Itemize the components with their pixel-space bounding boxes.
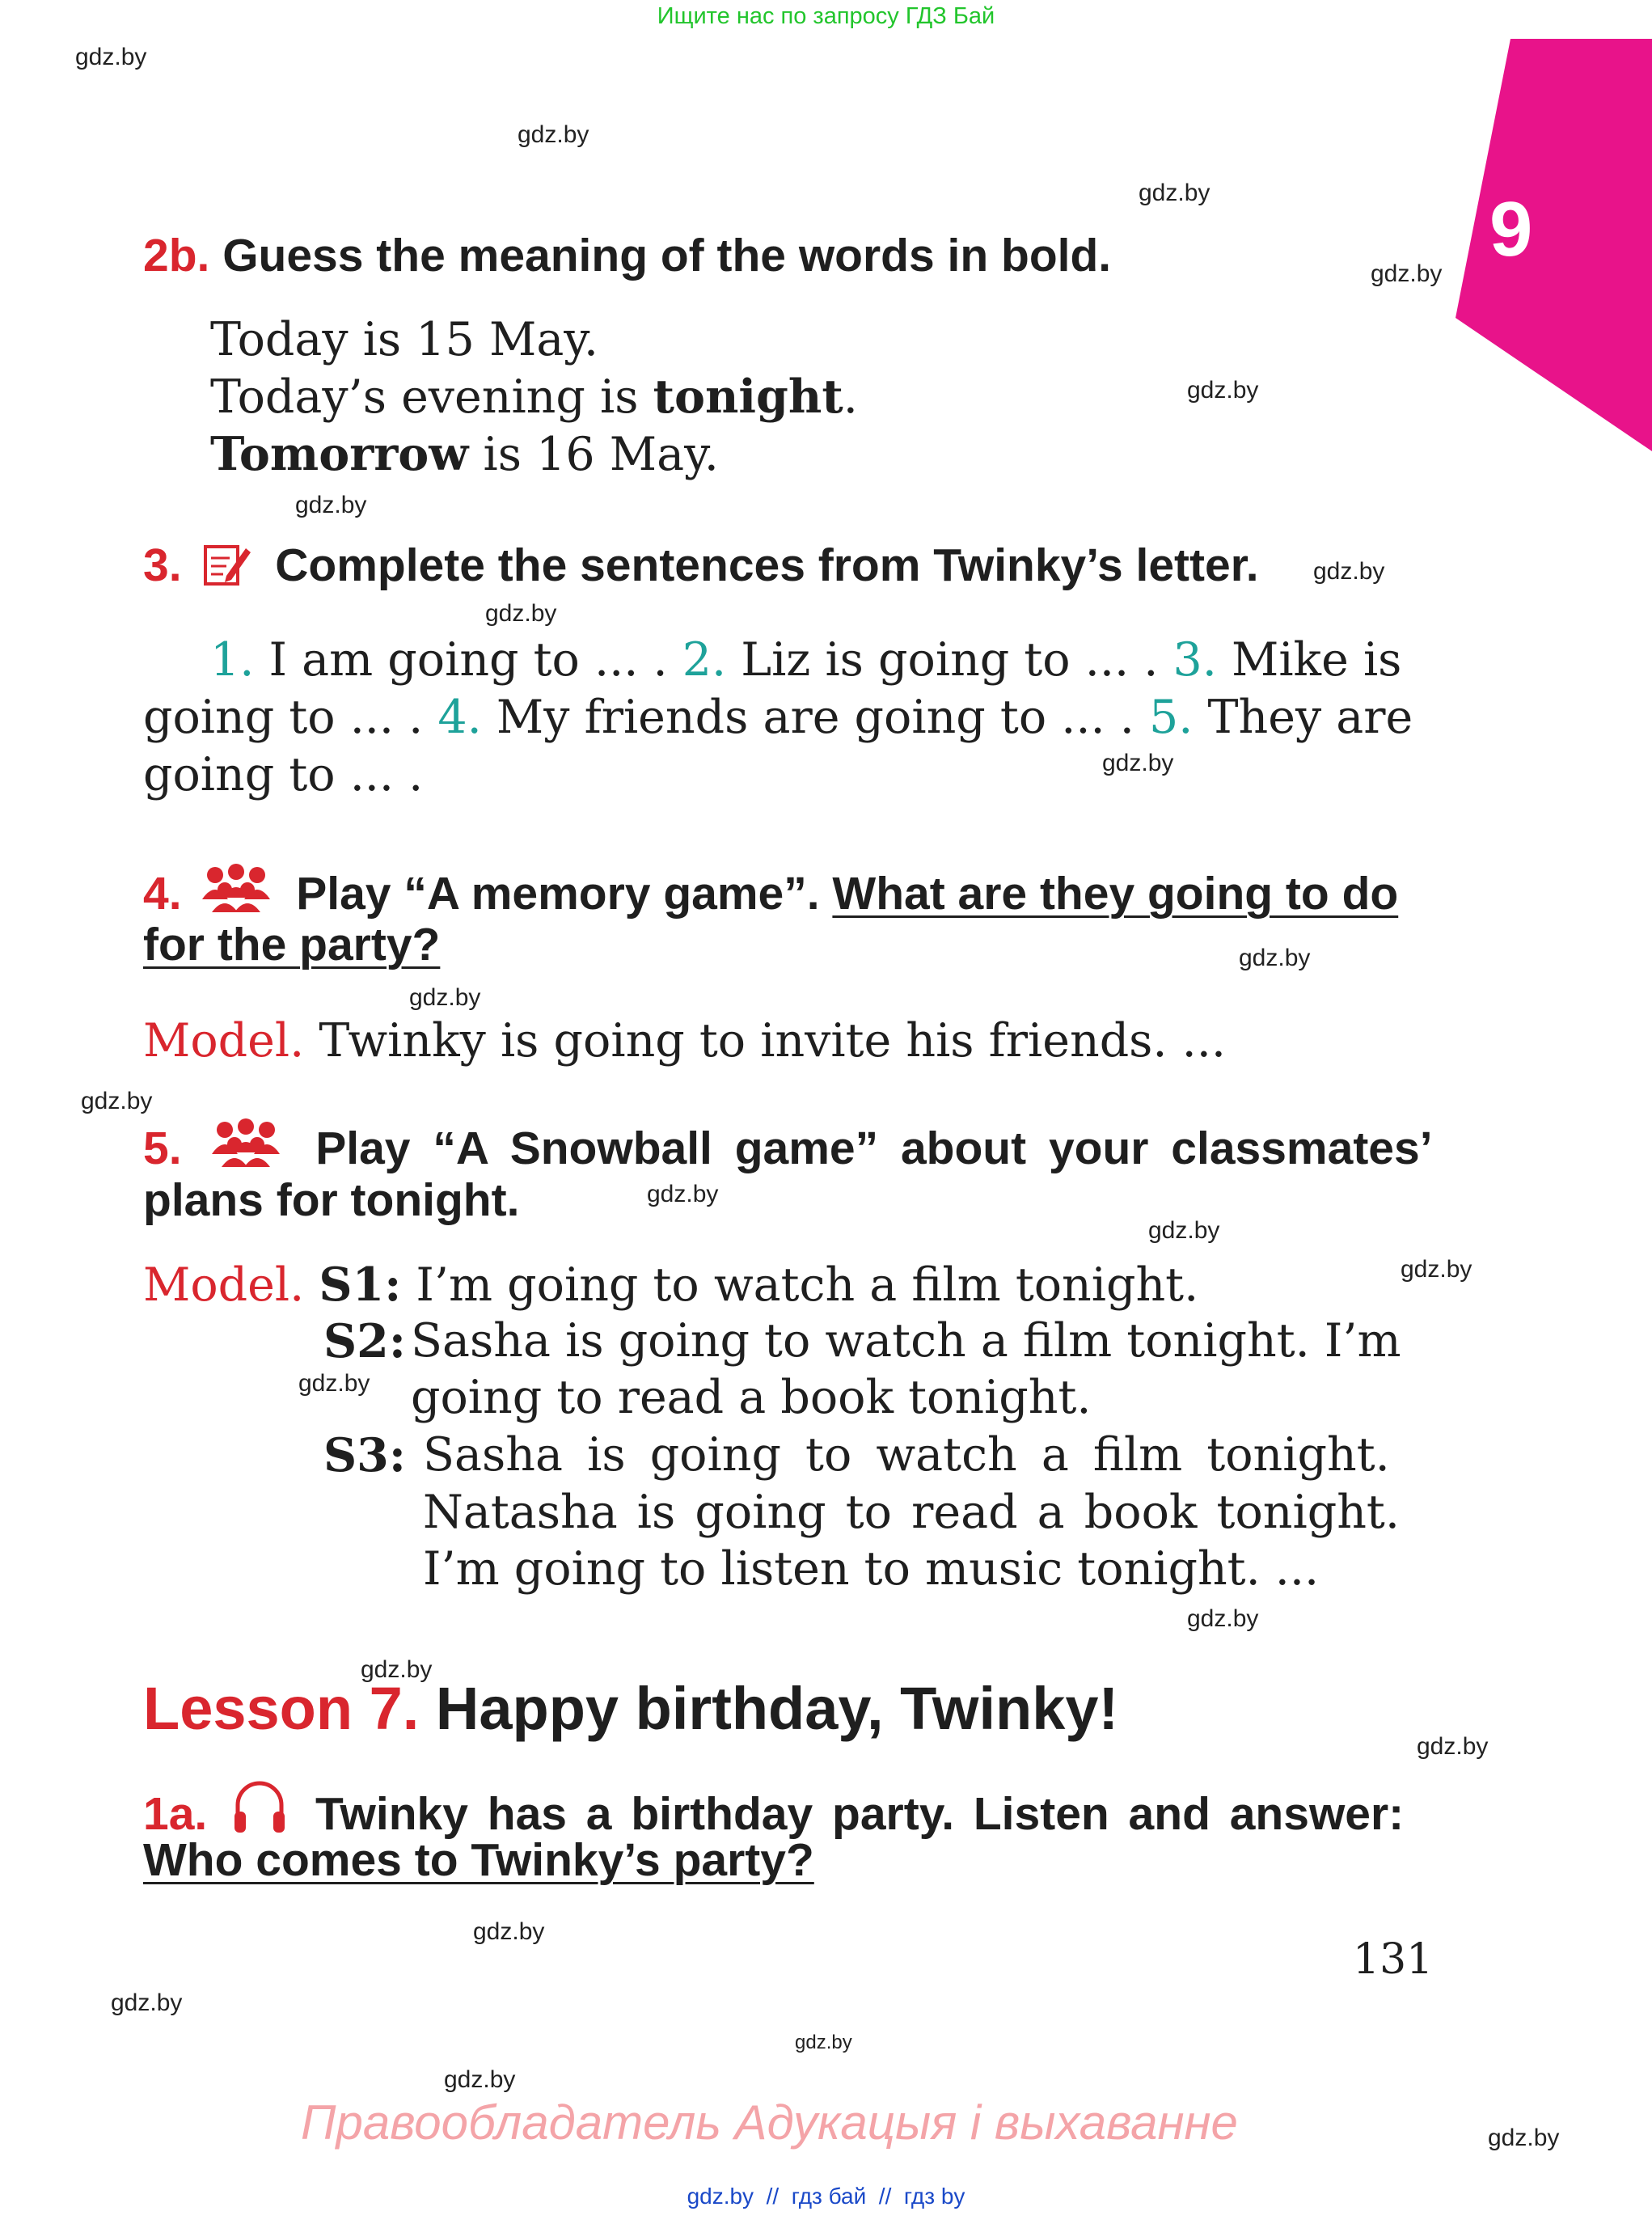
speaker-label: S3: bbox=[323, 1428, 406, 1482]
bold-word: Tomorrow bbox=[210, 427, 469, 481]
watermark: gdz.by bbox=[1139, 180, 1210, 206]
exercise-2b-heading bbox=[143, 229, 1111, 282]
watermark: gdz.by bbox=[1187, 377, 1259, 404]
watermark: gdz.by bbox=[1488, 2125, 1560, 2151]
ex5-speaker-s2-label bbox=[323, 1314, 406, 1368]
ex5-s2-line-2: going to read a book tonight. bbox=[411, 1371, 1092, 1424]
watermark: gdz.by bbox=[1102, 750, 1174, 776]
exercise-title: Twinky has a birthday party. Listen and answer: bbox=[315, 1788, 1405, 1840]
watermark: gdz.by bbox=[1371, 260, 1443, 287]
text: Liz is going to ... . bbox=[726, 633, 1173, 687]
page-number: 131 bbox=[1353, 1935, 1434, 1984]
text: . bbox=[843, 370, 858, 424]
ex2b-line-2 bbox=[210, 370, 858, 424]
exercise-5-heading-line-2: plans for tonight. bbox=[143, 1174, 520, 1226]
lesson-name: Happy birthday, Twinky! bbox=[419, 1675, 1119, 1742]
ex3-line-2 bbox=[143, 691, 1413, 744]
text: Today’s evening is bbox=[210, 370, 653, 424]
exercise-title: Play “A memory game”. bbox=[296, 868, 833, 920]
model-text: Twinky is going to invite his friends. ... bbox=[304, 1014, 1227, 1068]
speaker-label: S1: bbox=[319, 1258, 402, 1312]
watermark: gdz.by bbox=[361, 1656, 433, 1683]
model-label: Model. bbox=[143, 1258, 305, 1312]
watermark: gdz.by bbox=[1239, 945, 1311, 971]
watermark: gdz.by bbox=[409, 984, 481, 1011]
watermark: gdz.by bbox=[444, 2066, 516, 2093]
item-number: 5. bbox=[1148, 691, 1194, 744]
watermark: gdz.by bbox=[75, 44, 147, 70]
exercise-number: 3. bbox=[143, 539, 182, 591]
exercise-question: What are they going to do bbox=[832, 868, 1399, 920]
text: is 16 May. bbox=[468, 428, 719, 481]
chapter-tab bbox=[1456, 39, 1652, 453]
watermark: gdz.by bbox=[485, 600, 557, 627]
exercise-number: 5. bbox=[143, 1123, 182, 1174]
watermark: gdz.by bbox=[1417, 1733, 1489, 1760]
watermark: gdz.by bbox=[1148, 1217, 1220, 1244]
exercise-4-heading-line-2: for the party? bbox=[143, 919, 441, 970]
exercise-number: 1a. bbox=[143, 1788, 208, 1840]
ex5-s3-line-3: I’m going to listen to music tonight. ... bbox=[423, 1542, 1320, 1596]
exercise-title: Play “A Snowball game” about your classmates’ bbox=[315, 1123, 1433, 1174]
headphones-icon bbox=[230, 1778, 289, 1837]
exercise-1a-question: Who comes to Twinky’s party? bbox=[143, 1834, 814, 1886]
exercise-title: Complete the sentences from Twinky’s letter. bbox=[275, 539, 1259, 591]
watermark: gdz.by bbox=[81, 1088, 153, 1114]
text: They are bbox=[1193, 691, 1413, 744]
text: My friends are going to ... . bbox=[481, 691, 1149, 744]
lesson-title bbox=[143, 1674, 1118, 1743]
speaker-label: S2: bbox=[323, 1314, 406, 1368]
ex3-line-1 bbox=[210, 633, 1401, 687]
ex5-speaker-s3-label bbox=[323, 1428, 406, 1482]
watermark: gdz.by bbox=[473, 1918, 545, 1945]
group-icon bbox=[209, 1117, 283, 1167]
ex4-model bbox=[143, 1014, 1226, 1068]
item-number: 2. bbox=[682, 633, 727, 687]
watermark: gdz.by bbox=[1401, 1256, 1472, 1283]
watermark: gdz.by bbox=[795, 2032, 852, 2053]
watermark: gdz.by bbox=[298, 1370, 370, 1397]
footer-links[interactable]: gdz.by // гдз бай // гдз by bbox=[687, 2184, 965, 2209]
watermark: gdz.by bbox=[1187, 1605, 1259, 1632]
ex5-s3-line-2: Natasha is going to read a book tonight. bbox=[423, 1486, 1400, 1539]
item-number: 1. bbox=[210, 633, 255, 687]
chapter-number: 9 bbox=[1489, 186, 1533, 273]
exercise-number: 4. bbox=[143, 868, 182, 920]
top-banner: Ищите нас по запросу ГДЗ Бай bbox=[657, 3, 995, 29]
copyright-notice: Правообладатель Адукацыя і выхаванне bbox=[301, 2095, 1238, 2150]
lesson-label: Lesson 7. bbox=[143, 1675, 420, 1742]
ex5-s2-line-1: Sasha is going to watch a film tonight. I’m bbox=[411, 1314, 1401, 1368]
write-icon bbox=[202, 540, 252, 587]
model-label: Model. bbox=[143, 1014, 305, 1068]
ex5-model-s1 bbox=[143, 1258, 1198, 1312]
watermark: gdz.by bbox=[647, 1181, 719, 1207]
ex3-line-3: going to ... . bbox=[143, 748, 424, 801]
watermark: gdz.by bbox=[111, 1989, 183, 2016]
ex5-s3-line-1: Sasha is going to watch a film tonight. bbox=[423, 1428, 1390, 1482]
speaker-text: I’m going to watch a film tonight. bbox=[401, 1258, 1199, 1312]
text: Mike is bbox=[1216, 633, 1402, 687]
exercise-4-heading bbox=[143, 862, 1398, 920]
exercise-1a-heading bbox=[143, 1778, 1404, 1841]
text: I am going to ... . bbox=[254, 633, 682, 687]
watermark: gdz.by bbox=[295, 492, 367, 518]
item-number: 3. bbox=[1172, 633, 1217, 687]
item-number: 4. bbox=[437, 691, 482, 744]
bold-word: tonight bbox=[653, 370, 843, 424]
watermark: gdz.by bbox=[518, 121, 589, 148]
ex2b-line-1: Today is 15 May. bbox=[210, 313, 599, 366]
exercise-title: Guess the meaning of the words in bold. bbox=[222, 230, 1112, 281]
watermark: gdz.by bbox=[1313, 558, 1385, 585]
exercise-5-heading bbox=[143, 1117, 1431, 1175]
text: going to ... . bbox=[143, 691, 438, 744]
group-icon bbox=[199, 862, 273, 912]
exercise-3-heading bbox=[143, 539, 1259, 592]
exercise-number: 2b. bbox=[143, 230, 210, 281]
ex2b-line-3 bbox=[210, 427, 719, 481]
